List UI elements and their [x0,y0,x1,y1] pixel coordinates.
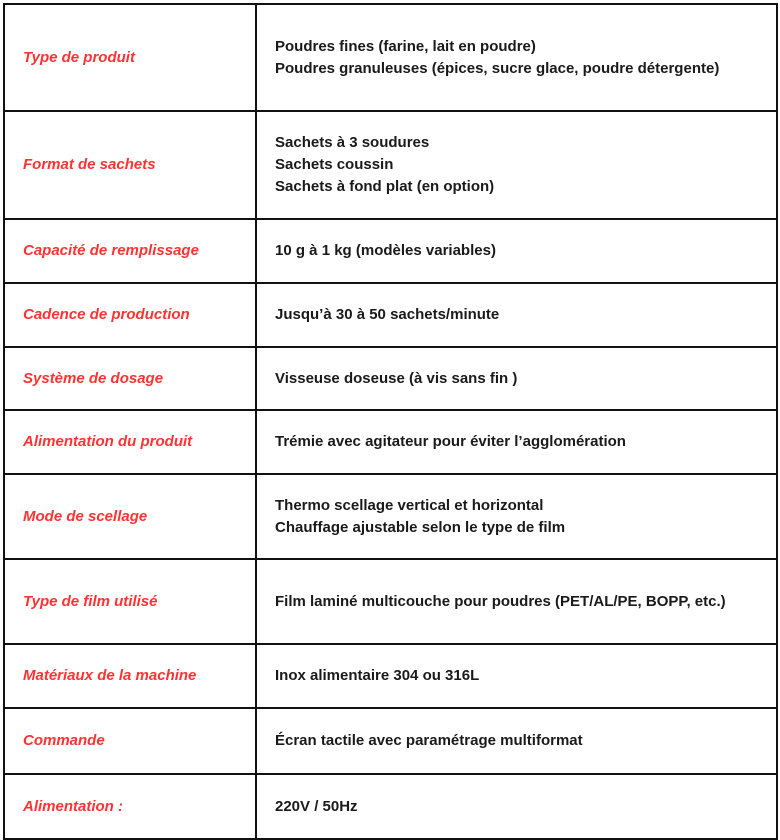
spec-value-line: Jusqu’à 30 à 50 sachets/minute [275,306,500,323]
spec-label: Système de dosage [4,347,256,410]
spec-row [4,410,777,474]
spec-value-line: Écran tactile avec paramétrage multiformat [275,732,583,749]
spec-row [4,559,777,644]
spec-value-line: Visseuse doseuse (à vis sans fin ) [275,369,518,387]
spec-row [4,474,777,559]
spec-row [4,4,777,111]
spec-label: Commande [4,708,256,774]
spec-row [4,774,777,839]
spec-value-line: Sachets coussin [275,156,394,173]
spec-value-line: Trémie avec agitateur pour éviter l’agglomération [275,433,626,450]
spec-value [256,474,777,559]
spec-row [4,644,777,708]
spec-value [256,4,777,111]
spec-label: Type de produit [4,4,256,111]
spec-table [3,3,778,840]
spec-value-line: Sachets à fond plat (en option) [275,178,495,195]
spec-row [4,111,777,219]
spec-value [256,283,777,347]
spec-row [4,708,777,774]
spec-value [256,644,777,708]
spec-label: Alimentation du produit [4,410,256,474]
spec-label: Mode de scellage [4,474,256,559]
spec-label: Format de sachets [4,111,256,219]
spec-value-line: Thermo scellage vertical et horizontal [275,496,544,514]
spec-value-line: Poudres fines (farine, lait en poudre) [275,37,536,55]
spec-value-line: Chauffage ajustable selon le type de film [275,518,566,536]
spec-value-line: Poudres granuleuses (épices, sucre glace, poudre détergente) [275,59,720,77]
spec-value [256,559,777,644]
spec-label: Alimentation : [4,774,256,839]
spec-value-line: Sachets à 3 soudures [275,134,430,151]
spec-label: Type de film utilisé [4,559,256,644]
spec-value [256,111,777,219]
spec-row [4,347,777,410]
spec-label: Cadence de production [4,283,256,347]
spec-value [256,708,777,774]
spec-value-line: Film laminé multicouche pour poudres (PET/AL/PE, BOPP, etc.) [275,592,726,610]
spec-label: Capacité de remplissage [4,219,256,283]
spec-label: Matériaux de la machine [4,644,256,708]
spec-value-line: Inox alimentaire 304 ou 316L [275,667,480,684]
spec-value [256,774,777,839]
spec-row [4,219,777,283]
spec-value-line: 220V / 50Hz [275,797,358,815]
spec-value [256,219,777,283]
spec-value [256,347,777,410]
spec-row [4,283,777,347]
spec-value [256,410,777,474]
spec-value-line: 10 g à 1 kg (modèles variables) [275,242,496,259]
